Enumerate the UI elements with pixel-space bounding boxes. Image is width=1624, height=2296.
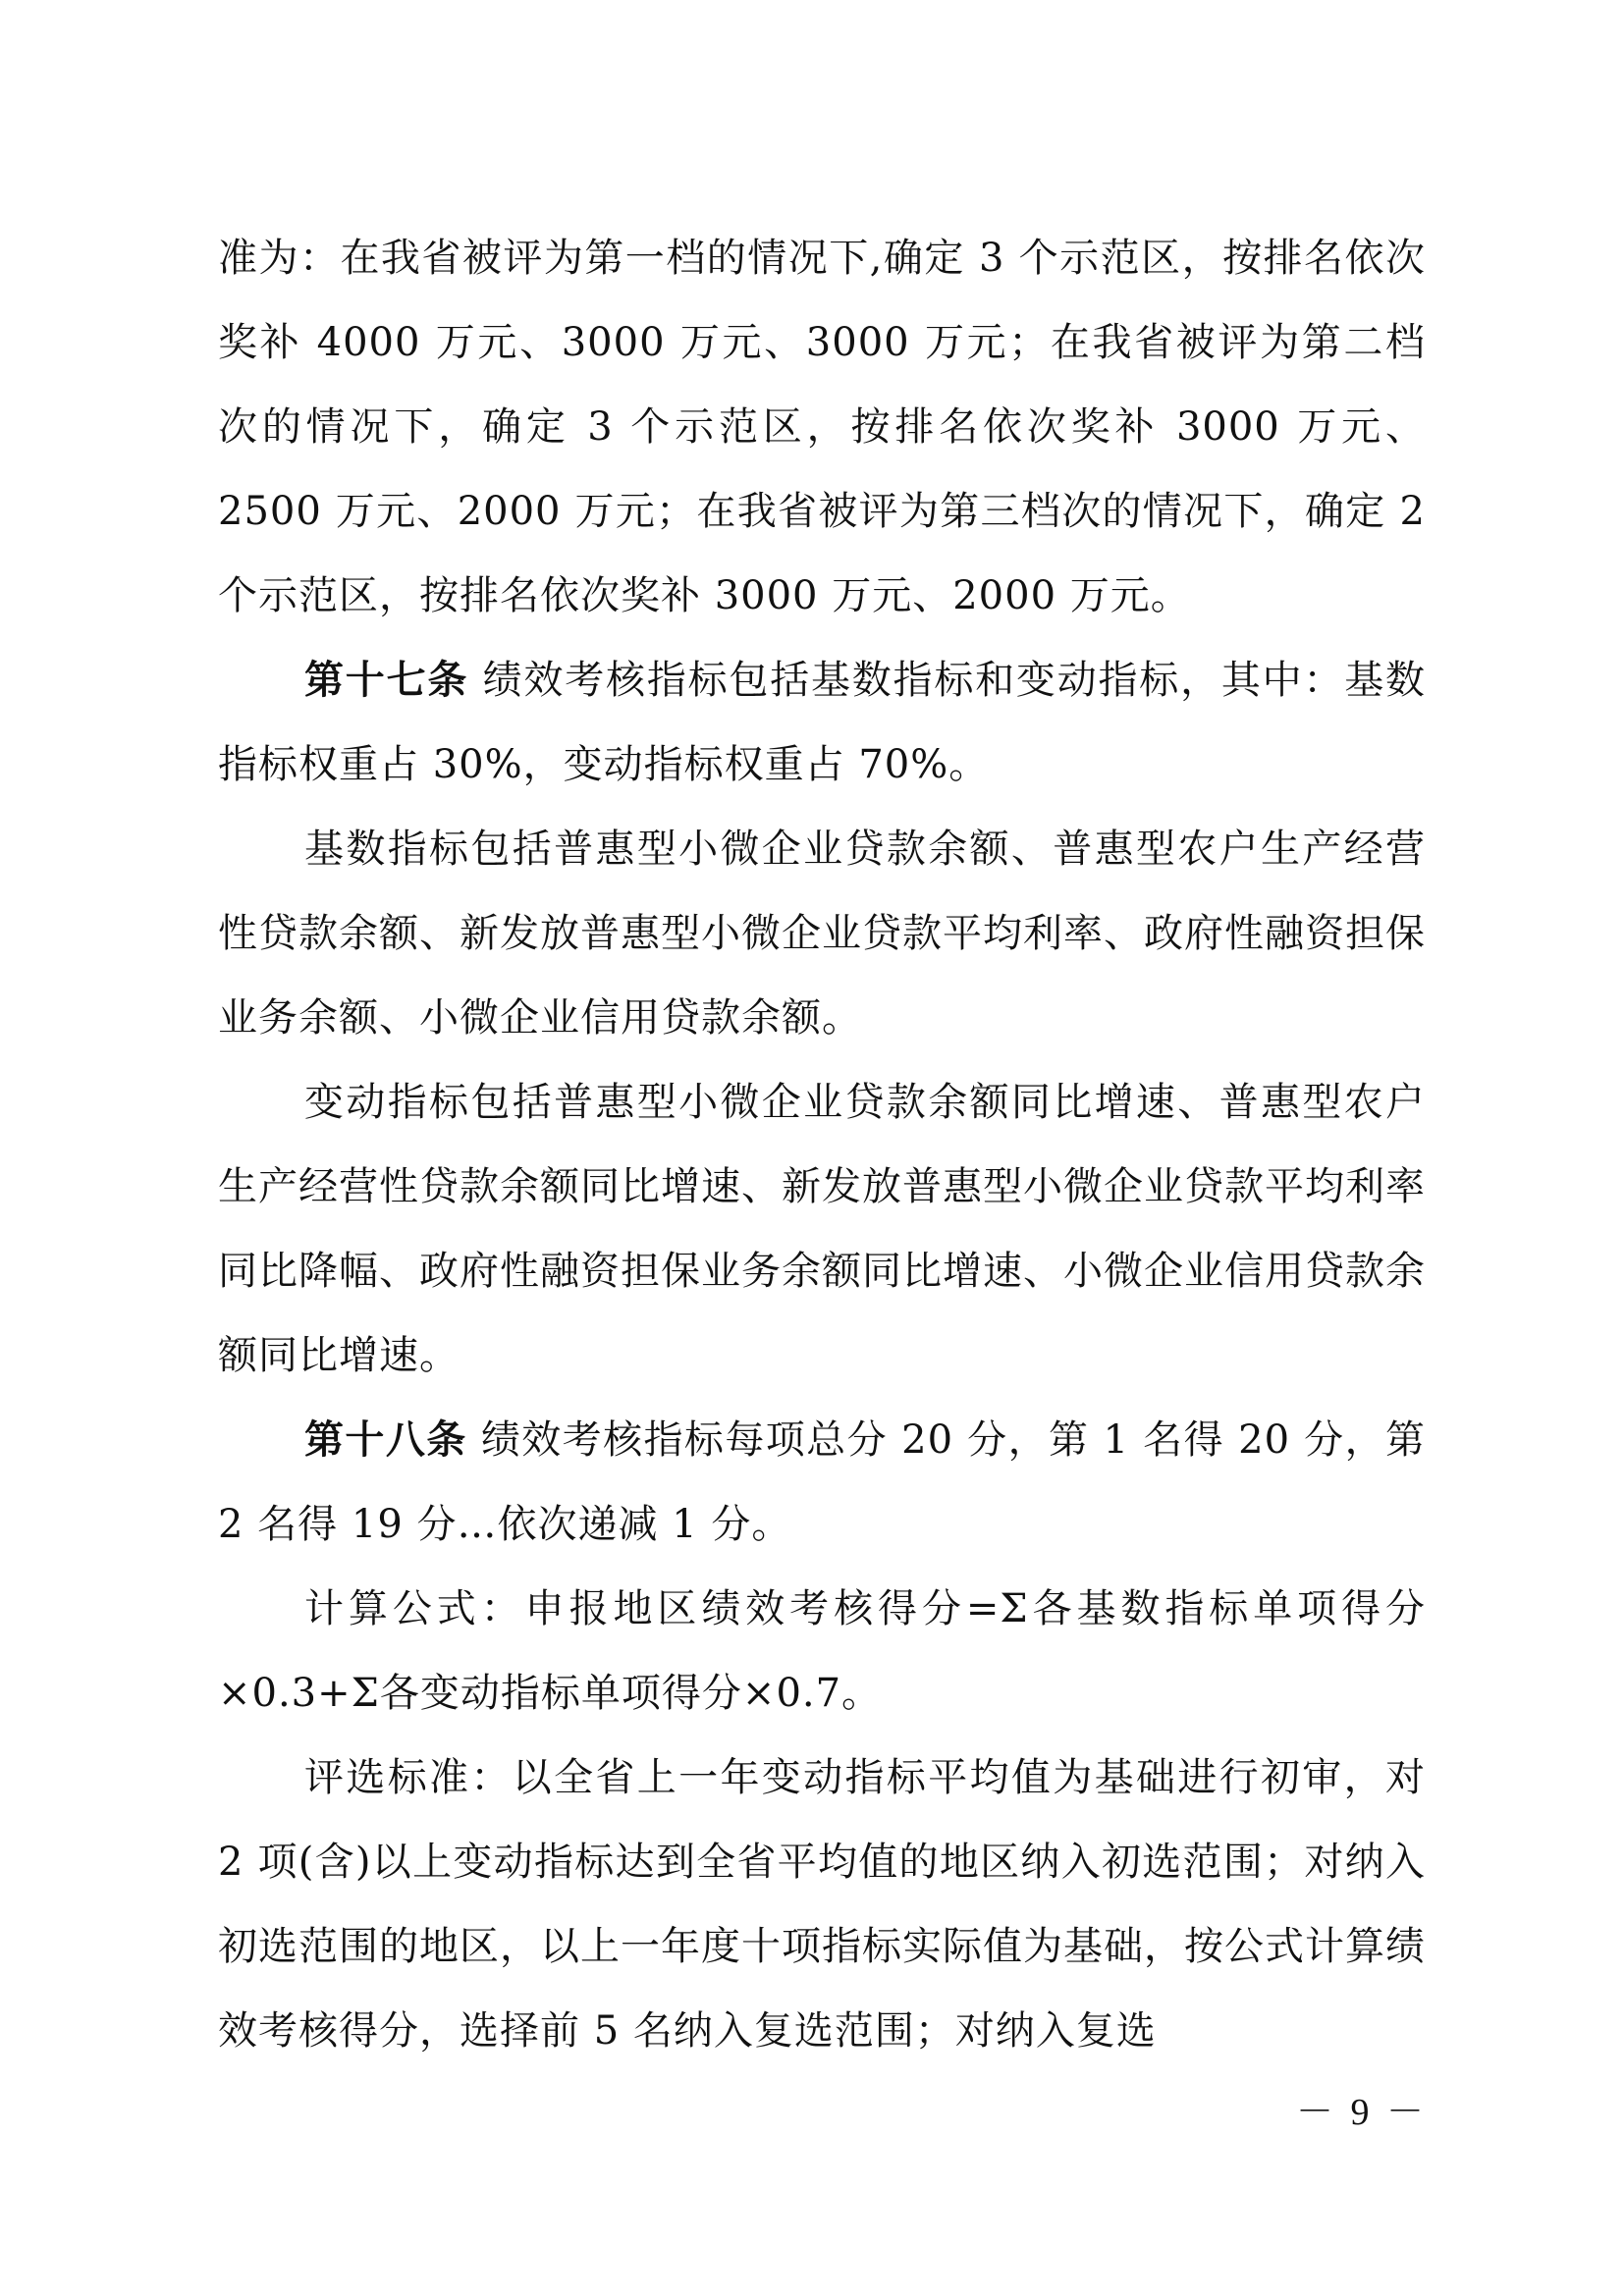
article-heading: 第十八条 bbox=[304, 1417, 467, 1463]
paragraph-formula bbox=[218, 1567, 1426, 1735]
paragraph-1 bbox=[218, 216, 1426, 638]
paragraph-base-indicators bbox=[218, 807, 1426, 1060]
paragraph-article-18 bbox=[218, 1398, 1426, 1567]
page-number: － 9 － bbox=[1295, 2092, 1428, 2133]
paragraph-text: 绩效考核指标包括基数指标和变动指标，其中：基数指标权重占 30%，变动指标权重占 70%。 bbox=[218, 658, 1427, 787]
paragraph-text: 基数指标包括普惠型小微企业贷款余额、普惠型农户生产经营性贷款余额、新发放普惠型小微企业贷款平均利率、政府性融资担保业务余额、小微企业信用贷款余额。 bbox=[218, 827, 1426, 1041]
paragraph-text: 计算公式：申报地区绩效考核得分=Σ各基数指标单项得分×0.3+Σ各变动指标单项得分×0.7。 bbox=[218, 1586, 1426, 1716]
paragraph-text: 准为：在我省被评为第一档的情况下,确定 3 个示范区，按排名依次奖补 4000 万元、3000 万元、3000 万元；在我省被评为第二档次的情况下，确定 3 个示范区，按排名依次奖补 3000 万元、2500 万元、2000 万元；在我省被评为第三档次的情况下，确定 2 个示范区，按排名依次奖补 3000 万元、2000 万元。 bbox=[218, 236, 1426, 618]
paragraph-text: 评选标准：以全省上一年变动指标平均值为基础进行初审，对 2 项(含)以上变动指标达到全省平均值的地区纳入初选范围；对纳入初选范围的地区，以上一年度十项指标实际值为基础，按公式计算绩效考核得分，选择前 5 名纳入复选范围；对纳入复选 bbox=[218, 1755, 1426, 2054]
paragraph-text: 变动指标包括普惠型小微企业贷款余额同比增速、普惠型农户生产经营性贷款余额同比增速、新发放普惠型小微企业贷款平均利率同比降幅、政府性融资担保业务余额同比增速、小微企业信用贷款余额同比增速。 bbox=[218, 1080, 1426, 1378]
document-body bbox=[218, 216, 1426, 2073]
paragraph-article-17 bbox=[218, 638, 1426, 807]
paragraph-change-indicators bbox=[218, 1060, 1426, 1398]
article-heading: 第十七条 bbox=[304, 658, 469, 703]
paragraph-selection-criteria bbox=[218, 1735, 1426, 2073]
paragraph-text: 绩效考核指标每项总分 20 分，第 1 名得 20 分，第 2 名得 19 分…依次递减 1 分。 bbox=[218, 1417, 1427, 1547]
